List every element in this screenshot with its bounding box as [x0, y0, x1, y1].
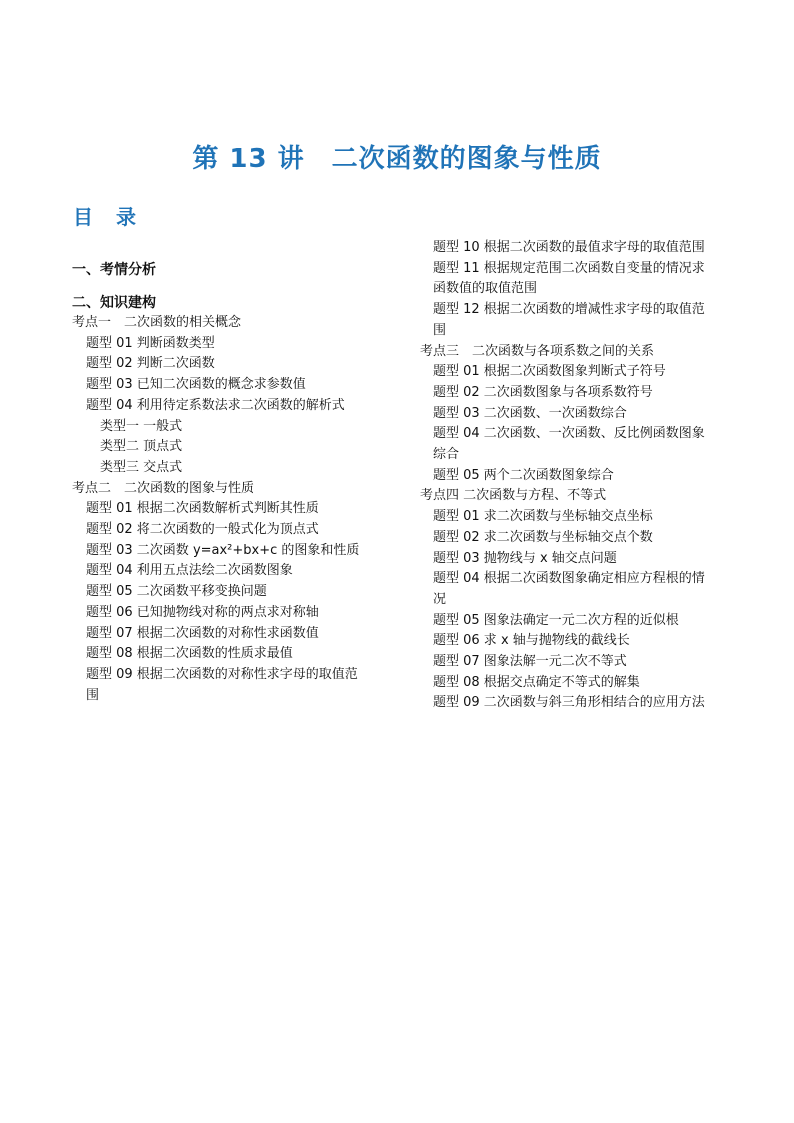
toc-question-type-entry: 题型 01 判断函数类型: [86, 335, 215, 351]
toc-question-type-entry: 题型 07 根据二次函数的对称性求函数值: [86, 625, 319, 641]
toc-question-type-entry: 题型 06 求 x 轴与抛物线的截线长: [433, 633, 630, 649]
toc-question-type-entry: 题型 02 二次函数图象与各项系数符号: [433, 384, 653, 400]
toc-question-type-entry: 题型 10 根据二次函数的最值求字母的取值范围: [433, 240, 705, 255]
toc-question-type-entry: 函数值的取值范围: [433, 281, 538, 297]
toc-question-type-entry: 况: [433, 591, 447, 607]
toc-question-type-entry: 题型 05 图象法确定一元二次方程的近似根: [433, 612, 679, 628]
toc-subtype-entry: 类型二 顶点式: [100, 439, 183, 455]
toc-question-type-entry: 题型 12 根据二次函数的增减性求字母的取值范: [433, 302, 705, 318]
toc-question-type-entry: 题型 05 二次函数平移变换问题: [86, 584, 267, 600]
toc-question-type-entry: 题型 05 两个二次函数图象综合: [433, 467, 614, 483]
toc-question-type-entry: 围: [433, 322, 447, 338]
toc-question-type-entry: 题型 11 根据规定范围二次函数自变量的情况求: [433, 260, 705, 276]
toc-question-type-entry: 题型 02 将二次函数的一般式化为顶点式: [86, 522, 319, 538]
toc-topic-entry: 考点二 二次函数的图象与性质: [72, 480, 255, 496]
toc-topic-entry: 考点一 二次函数的相关概念: [72, 315, 242, 330]
toc-question-type-entry: 题型 08 根据交点确定不等式的解集: [433, 674, 640, 690]
page-title: 第 13 讲 二次函数的图象与性质: [192, 144, 602, 174]
toc-question-type-entry: 题型 01 根据二次函数图象判断式子符号: [433, 364, 666, 380]
toc-question-type-entry: 围: [86, 687, 100, 703]
toc-question-type-entry: 题型 03 抛物线与 x 轴交点问题: [433, 550, 617, 566]
toc-question-type-entry: 题型 09 二次函数与斜三角形相结合的应用方法: [433, 695, 705, 711]
toc-question-type-entry: 题型 01 根据二次函数解析式判断其性质: [86, 501, 319, 517]
toc-question-type-entry: 题型 04 二次函数、一次函数、反比例函数图象: [433, 426, 705, 442]
toc-question-type-entry: 题型 01 求二次函数与坐标轴交点坐标: [433, 509, 653, 525]
toc-question-type-entry: 题型 03 二次函数、一次函数综合: [433, 405, 627, 421]
toc-question-type-entry: 题型 04 根据二次函数图象确定相应方程根的情: [433, 571, 705, 587]
toc-section-heading: 二、知识建构: [72, 295, 156, 311]
toc-section-heading: 一、考情分析: [72, 262, 156, 278]
toc-question-type-entry: 题型 07 图象法解一元二次不等式: [433, 654, 627, 670]
toc-question-type-entry: 题型 03 二次函数 y=ax²+bx+c 的图象和性质: [86, 542, 360, 558]
toc-question-type-entry: 题型 08 根据二次函数的性质求最值: [86, 646, 293, 662]
toc-question-type-entry: 题型 04 利用五点法绘二次函数图象: [86, 563, 293, 579]
toc-subtype-entry: 类型三 交点式: [100, 459, 183, 475]
toc-question-type-entry: 题型 03 已知二次函数的概念求参数值: [86, 377, 306, 393]
toc-question-type-entry: 题型 09 根据二次函数的对称性求字母的取值范: [86, 666, 358, 682]
toc-question-type-entry: 题型 06 已知抛物线对称的两点求对称轴: [86, 604, 319, 620]
toc-question-type-entry: 题型 02 判断二次函数: [86, 356, 215, 372]
toc-topic-entry: 考点四 二次函数与方程、不等式: [420, 488, 607, 504]
toc-topic-entry: 考点三 二次函数与各项系数之间的关系: [420, 343, 655, 359]
toc-question-type-entry: 综合: [433, 447, 460, 463]
toc-heading: 目 录: [73, 205, 144, 229]
toc-question-type-entry: 题型 02 求二次函数与坐标轴交点个数: [433, 529, 653, 545]
toc-question-type-entry: 题型 04 利用待定系数法求二次函数的解析式: [86, 397, 345, 413]
toc-right-column: [420, 238, 730, 714]
toc-left-column: [72, 260, 382, 706]
toc-subtype-entry: 类型一 一般式: [100, 418, 183, 434]
